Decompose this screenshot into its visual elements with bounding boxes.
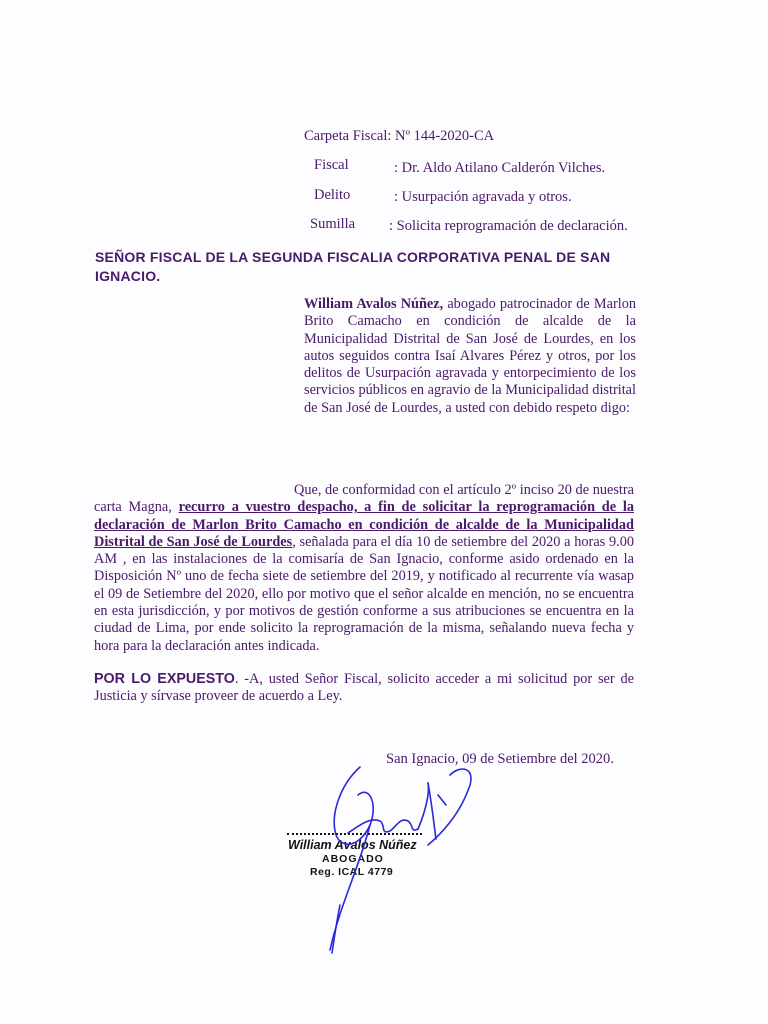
stamp-title: ABOGADO [322, 853, 384, 865]
body-paragraph [94, 482, 634, 655]
closing-paragraph [94, 671, 634, 706]
closing-text: . -A, usted Señor Fiscal, solicito acceder a mi solicitud por ser de Justicia y sírvase proveer de acuerdo a Ley. [94, 671, 634, 705]
stamp-reg: Reg. ICAL 4779 [310, 866, 394, 878]
signature [300, 755, 500, 955]
lawyer-name: William Avalos Núñez, [304, 296, 444, 312]
body-request: recurro a vuestro despacho, a fin de solicitar la reprogramación de la declaración de Marlon Brito Camacho en condición de alcalde de la Municipalidad Distrital de San José de Lourdes [94, 499, 634, 550]
intro-text: abogado patrocinador de Marlon Brito Camacho en condición de alcalde de la Municipalidad Distrital de San José de Lourdes, en los autos seguidos contra Isaí Alvares Pérez y otros, por los delitos de Usurpación agravada y entorpecimiento de los servicios públicos en agravio de la Municipalidad distrital de San José de Lourdes, a usted con debido respeto digo: [304, 296, 636, 416]
body-start: Que, de conformidad con el artículo 2º inciso 20 de nuestra carta Magna, [94, 482, 634, 516]
carpeta-fiscal: Carpeta Fiscal: Nº 144-2020-CA [304, 128, 495, 144]
closing-bold: POR LO EXPUESTO [94, 671, 235, 687]
body-end: , señalada para el día 10 de setiembre del 2020 a horas 9.00 AM , en las instalaciones de la comisaría de San Ignacio, conforme asido ordenado en la Disposición Nº uno de fecha siete de setiembre del 2019, y notificado al recurrente vía wasap el 09 de Setiembre del 2020, ello por motivo que el señor alcalde en mención, no se encuentra en esta jurisdicción, y por motivos de gestión conforme a sus atribuciones se encuentra en la ciudad de Lima, por ende solicito la reprogramación de la misma, señalando nueva fecha y hora para la declaración antes indicada. [94, 533, 634, 654]
addressee-line-1: SEÑOR FISCAL DE LA SEGUNDA FISCALIA CORPORATIVA PENAL DE SAN [95, 249, 611, 265]
stamp-name: William Avalos Núñez [288, 838, 417, 852]
fiscal-label: Fiscal [314, 157, 349, 173]
intro-paragraph [304, 296, 636, 417]
sumilla-value: : Solicita reprogramación de declaración. [389, 218, 628, 234]
sumilla-label: Sumilla [310, 216, 356, 232]
delito-value: : Usurpación agravada y otros. [394, 189, 572, 205]
date-line: San Ignacio, 09 de Setiembre del 2020. [386, 751, 614, 767]
delito-label: Delito [314, 187, 351, 203]
addressee-line-2: IGNACIO. [95, 268, 161, 284]
fiscal-value: : Dr. Aldo Atilano Calderón Vilches. [394, 160, 606, 176]
addressee [95, 248, 640, 286]
